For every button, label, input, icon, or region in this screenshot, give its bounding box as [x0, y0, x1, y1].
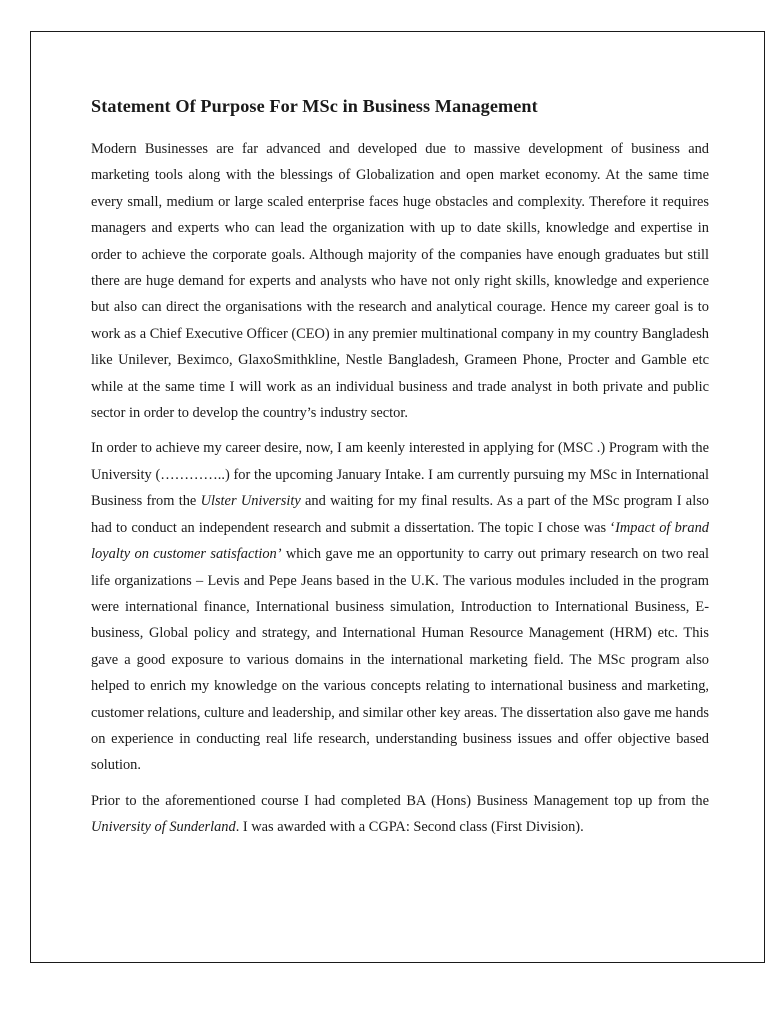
- document-page: [30, 31, 765, 963]
- paragraph-text: In order to achieve my career desire, now, I am keenly interested in applying for (MSC .) Program with the University (…………..) for the upcoming January Intake. I am currently pursuing my MSc in International Business from the: [91, 440, 709, 510]
- paragraph-prior-education: [91, 788, 709, 841]
- university-name-italic: University of Sunderland: [91, 819, 236, 836]
- document-title: Statement Of Purpose For MSc in Business Management: [91, 96, 538, 116]
- paragraph-text: which gave me an opportunity to carry out primary research on two real life organizations – Levis and Pepe Jeans based in the U.K. The various modules included in the program were international finance, International business simulation, Introduction to International Business, E-business, Global policy and strategy, and International Human Resource Management (HRM) etc. This gave a good exposure to various domains in the international marketing field. The MSc program also helped to enrich my knowledge on the various concepts relating to international business and marketing, customer relations, culture and leadership, and similar other key areas. The dissertation also gave me hands on experience in conducting real life research, understanding business issues and offer objective based solution.: [91, 546, 709, 774]
- paragraph-text: . I was awarded with a CGPA: Second class (First Division).: [235, 819, 584, 836]
- paragraph-text: Prior to the aforementioned course I had completed BA (Hons) Business Management top up from the: [91, 792, 709, 809]
- paragraph-career-goal: Modern Businesses are far advanced and developed due to massive development of business and marketing tools along with the blessings of Globalization and open market economy. At the same time every small, medium or large scaled enterprise faces huge obstacles and complexity. Therefore it requires managers and experts who can lead the organization with up to date skills, knowledge and expertise in order to achieve the corporate goals. Although majority of the companies have enough graduates but still there are huge demand for experts and analysts who have not only right skills, knowledge and experience but also can direct the organisations with the research and analytical courage. Hence my career goal is to work as a Chief Executive Officer (CEO) in any premier multinational company in my country Bangladesh like Unilever, Beximco, GlaxoSmithkline, Nestle Bangladesh, Grameen Phone, Procter and Gamble etc while at the same time I will work as an individual business and trade analyst in both private and public sector in order to develop the country’s industry sector.: [91, 141, 709, 422]
- paragraph-msc-program: [91, 435, 709, 778]
- paragraph-text: and waiting for my final results. As a part of the MSc program I also had to conduct an independent research and submit a dissertation. The topic I chose was ‘: [91, 493, 709, 536]
- university-name-italic: Ulster University: [200, 493, 301, 510]
- document-content: [91, 95, 709, 850]
- dissertation-topic-italic: Impact of brand loyalty on customer satisfaction’: [91, 519, 709, 563]
